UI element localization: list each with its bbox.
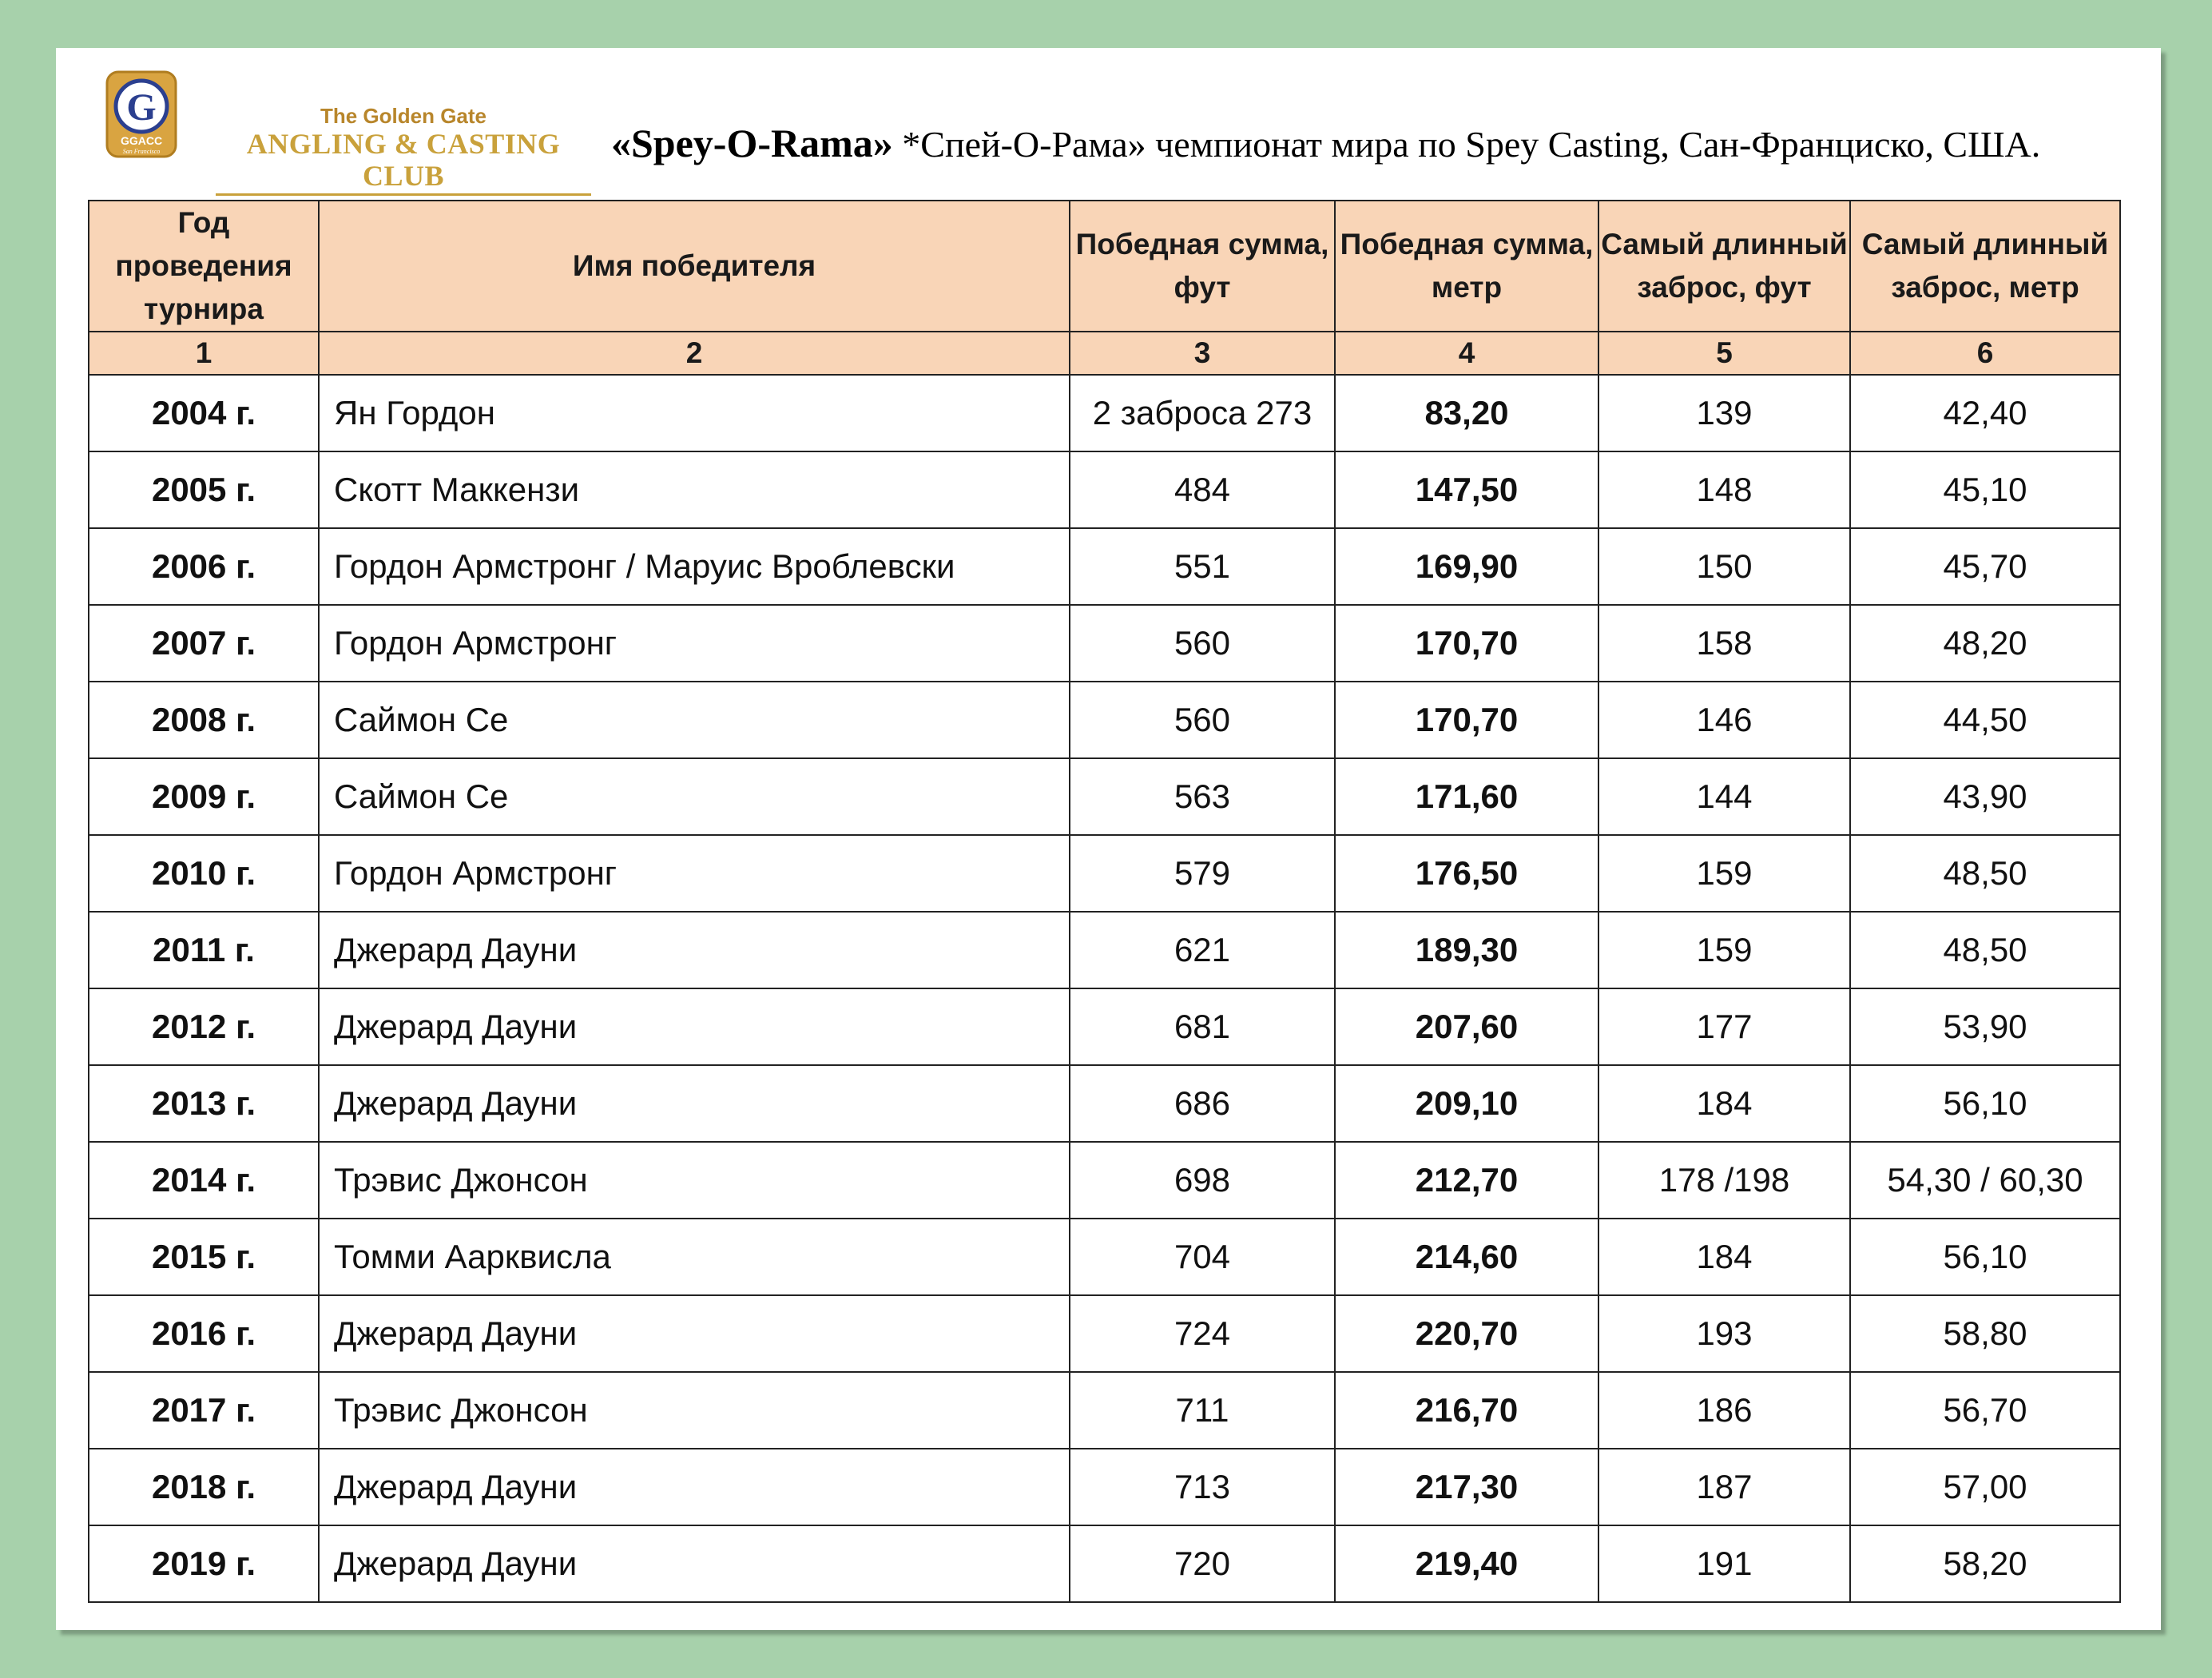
longest-feet-cell: 184: [1598, 1219, 1850, 1295]
total-meters-cell: 220,70: [1335, 1295, 1598, 1372]
page-title-rest: *Спей-О-Рама» чемпионат мира по Spey Casting, Сан-Франциско, США.: [892, 124, 2041, 165]
club-name-top: The Golden Gate: [320, 104, 487, 128]
year-cell: 2019 г.: [89, 1525, 319, 1602]
total-meters-cell: 219,40: [1335, 1525, 1598, 1602]
total-feet-cell: 621: [1070, 912, 1335, 988]
year-cell: 2006 г.: [89, 528, 319, 605]
column-header: Победная сумма, фут: [1070, 201, 1335, 332]
table-row: [89, 835, 2120, 912]
winner-cell: Джерард Дауни: [319, 1525, 1070, 1602]
total-feet-cell: 563: [1070, 758, 1335, 835]
column-header: Самый длинный заброс, метр: [1850, 201, 2120, 332]
year-cell: 2011 г.: [89, 912, 319, 988]
total-meters-cell: 170,70: [1335, 605, 1598, 682]
column-number-row: [89, 332, 2120, 375]
total-meters-cell: 189,30: [1335, 912, 1598, 988]
winner-cell: Ян Гордон: [319, 375, 1070, 451]
longest-meters-cell: 58,80: [1850, 1295, 2120, 1372]
table-row: [89, 375, 2120, 451]
club-name-rule: [216, 193, 591, 196]
total-feet-cell: 704: [1070, 1219, 1335, 1295]
table-row: [89, 1449, 2120, 1525]
total-meters-cell: 214,60: [1335, 1219, 1598, 1295]
slide: [56, 48, 2161, 1630]
total-feet-cell: 713: [1070, 1449, 1335, 1525]
longest-feet-cell: 146: [1598, 682, 1850, 758]
longest-meters-cell: 56,10: [1850, 1065, 2120, 1142]
total-meters-cell: 83,20: [1335, 375, 1598, 451]
total-meters-cell: 169,90: [1335, 528, 1598, 605]
longest-feet-cell: 148: [1598, 451, 1850, 528]
winner-cell: Трэвис Джонсон: [319, 1372, 1070, 1449]
column-number: 4: [1335, 332, 1598, 375]
table-row: [89, 988, 2120, 1065]
year-cell: 2008 г.: [89, 682, 319, 758]
column-number: 3: [1070, 332, 1335, 375]
club-name-bottom: ANGLING & CASTING CLUB: [246, 128, 561, 192]
longest-feet-cell: 177: [1598, 988, 1850, 1065]
page-title: [611, 120, 2040, 166]
logo-letter: G: [126, 86, 157, 129]
column-header: Самый длинный заброс, фут: [1598, 201, 1850, 332]
longest-feet-cell: 186: [1598, 1372, 1850, 1449]
table-row: [89, 1142, 2120, 1219]
year-cell: 2007 г.: [89, 605, 319, 682]
longest-meters-cell: 53,90: [1850, 988, 2120, 1065]
longest-feet-cell: 184: [1598, 1065, 1850, 1142]
column-header: Имя победителя: [319, 201, 1070, 332]
ggacc-logo: [105, 70, 177, 158]
table-row: [89, 758, 2120, 835]
longest-feet-cell: 144: [1598, 758, 1850, 835]
winner-cell: Скотт Маккензи: [319, 451, 1070, 528]
year-cell: 2016 г.: [89, 1295, 319, 1372]
page-title-strong: «Spey-O-Rama»: [611, 121, 893, 165]
total-feet-cell: 551: [1070, 528, 1335, 605]
longest-meters-cell: 48,50: [1850, 835, 2120, 912]
winner-cell: Джерард Дауни: [319, 988, 1070, 1065]
longest-meters-cell: 44,50: [1850, 682, 2120, 758]
total-feet-cell: 711: [1070, 1372, 1335, 1449]
year-cell: 2017 г.: [89, 1372, 319, 1449]
winner-cell: Саймон Се: [319, 682, 1070, 758]
column-number: 1: [89, 332, 319, 375]
longest-meters-cell: 45,10: [1850, 451, 2120, 528]
year-cell: 2009 г.: [89, 758, 319, 835]
longest-meters-cell: 48,20: [1850, 605, 2120, 682]
table-row: [89, 1219, 2120, 1295]
winner-cell: Джерард Дауни: [319, 1295, 1070, 1372]
table-row: [89, 1372, 2120, 1449]
year-cell: 2004 г.: [89, 375, 319, 451]
total-meters-cell: 170,70: [1335, 682, 1598, 758]
year-cell: 2010 г.: [89, 835, 319, 912]
table-row: [89, 1525, 2120, 1602]
longest-meters-cell: 58,20: [1850, 1525, 2120, 1602]
total-meters-cell: 212,70: [1335, 1142, 1598, 1219]
table-row: [89, 1295, 2120, 1372]
winner-cell: Трэвис Джонсон: [319, 1142, 1070, 1219]
table-row: [89, 682, 2120, 758]
longest-feet-cell: 159: [1598, 912, 1850, 988]
year-cell: 2013 г.: [89, 1065, 319, 1142]
club-name: [216, 104, 591, 196]
total-meters-cell: 209,10: [1335, 1065, 1598, 1142]
total-feet-cell: 2 заброса 273: [1070, 375, 1335, 451]
longest-meters-cell: 56,10: [1850, 1219, 2120, 1295]
column-number: 6: [1850, 332, 2120, 375]
winner-cell: Гордон Армстронг / Маруис Вроблевски: [319, 528, 1070, 605]
total-feet-cell: 720: [1070, 1525, 1335, 1602]
year-cell: 2014 г.: [89, 1142, 319, 1219]
total-meters-cell: 171,60: [1335, 758, 1598, 835]
table-row: [89, 528, 2120, 605]
winner-cell: Джерард Дауни: [319, 1449, 1070, 1525]
longest-feet-cell: 159: [1598, 835, 1850, 912]
total-meters-cell: 216,70: [1335, 1372, 1598, 1449]
total-meters-cell: 217,30: [1335, 1449, 1598, 1525]
table-row: [89, 451, 2120, 528]
longest-meters-cell: 43,90: [1850, 758, 2120, 835]
winner-cell: Джерард Дауни: [319, 1065, 1070, 1142]
column-number: 5: [1598, 332, 1850, 375]
longest-feet-cell: 178 /198: [1598, 1142, 1850, 1219]
total-feet-cell: 681: [1070, 988, 1335, 1065]
winner-cell: Саймон Се: [319, 758, 1070, 835]
column-header: Год проведения турнира: [89, 201, 319, 332]
total-meters-cell: 176,50: [1335, 835, 1598, 912]
table-row: [89, 605, 2120, 682]
total-feet-cell: 686: [1070, 1065, 1335, 1142]
longest-meters-cell: 45,70: [1850, 528, 2120, 605]
longest-meters-cell: 56,70: [1850, 1372, 2120, 1449]
longest-meters-cell: 42,40: [1850, 375, 2120, 451]
year-cell: 2018 г.: [89, 1449, 319, 1525]
longest-meters-cell: 57,00: [1850, 1449, 2120, 1525]
longest-feet-cell: 150: [1598, 528, 1850, 605]
total-feet-cell: 560: [1070, 605, 1335, 682]
year-cell: 2015 г.: [89, 1219, 319, 1295]
longest-meters-cell: 54,30 / 60,30: [1850, 1142, 2120, 1219]
longest-meters-cell: 48,50: [1850, 912, 2120, 988]
column-header: Победная сумма, метр: [1335, 201, 1598, 332]
longest-feet-cell: 193: [1598, 1295, 1850, 1372]
total-feet-cell: 698: [1070, 1142, 1335, 1219]
winner-cell: Джерард Дауни: [319, 912, 1070, 988]
logo-sub: San Francisco: [122, 148, 161, 155]
total-feet-cell: 724: [1070, 1295, 1335, 1372]
year-cell: 2012 г.: [89, 988, 319, 1065]
total-meters-cell: 147,50: [1335, 451, 1598, 528]
table-row: [89, 1065, 2120, 1142]
year-cell: 2005 г.: [89, 451, 319, 528]
longest-feet-cell: 158: [1598, 605, 1850, 682]
winner-cell: Гордон Армстронг: [319, 835, 1070, 912]
winner-cell: Гордон Армстронг: [319, 605, 1070, 682]
longest-feet-cell: 191: [1598, 1525, 1850, 1602]
total-feet-cell: 560: [1070, 682, 1335, 758]
results-table: [88, 200, 2121, 1603]
logo-label: GGACC: [120, 134, 163, 147]
total-feet-cell: 579: [1070, 835, 1335, 912]
header-row: [89, 201, 2120, 332]
table-row: [89, 912, 2120, 988]
total-feet-cell: 484: [1070, 451, 1335, 528]
longest-feet-cell: 187: [1598, 1449, 1850, 1525]
longest-feet-cell: 139: [1598, 375, 1850, 451]
column-number: 2: [319, 332, 1070, 375]
total-meters-cell: 207,60: [1335, 988, 1598, 1065]
winner-cell: Томми Аарквисла: [319, 1219, 1070, 1295]
